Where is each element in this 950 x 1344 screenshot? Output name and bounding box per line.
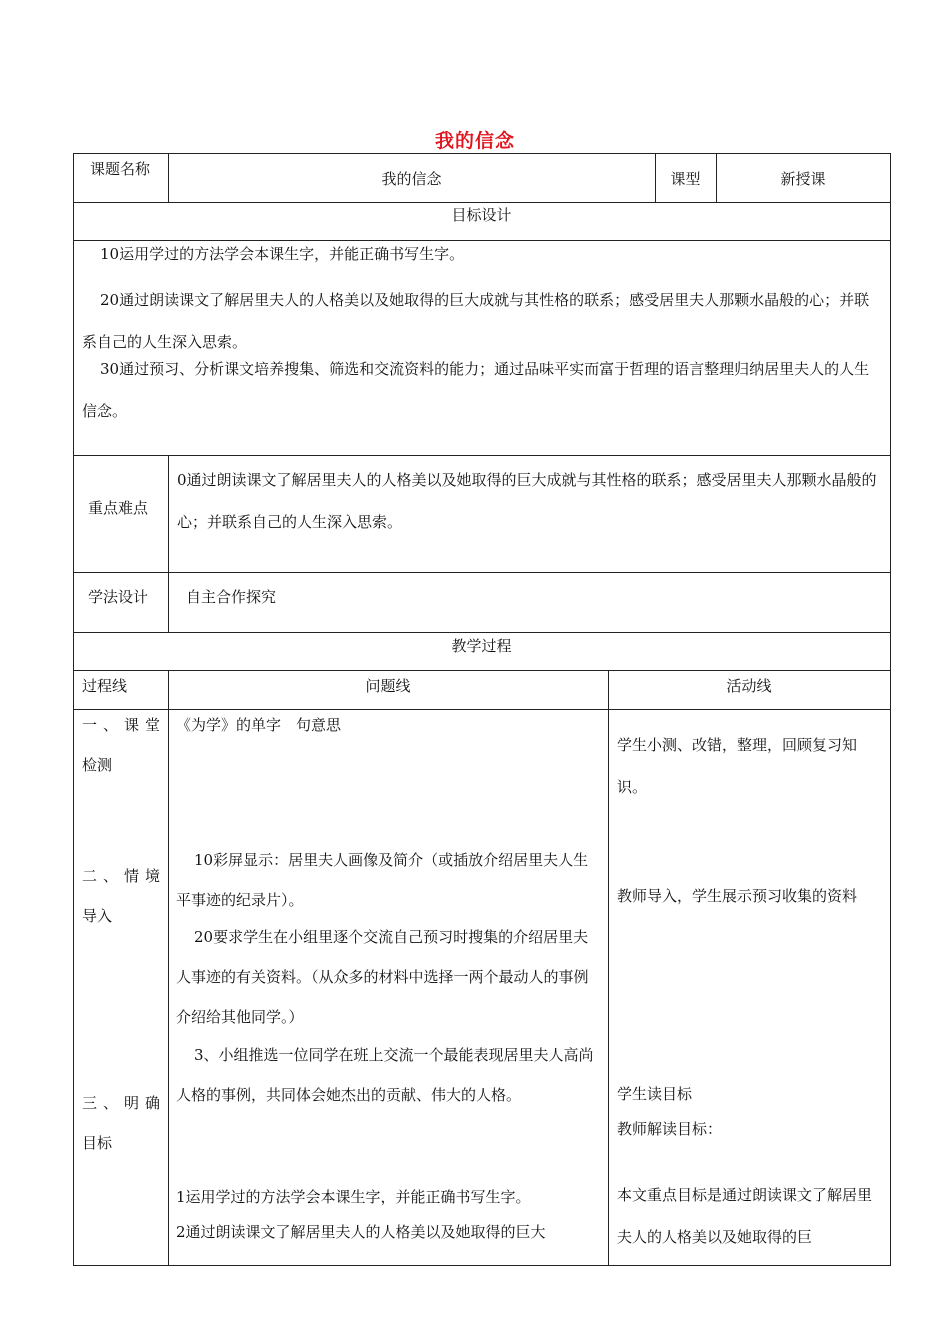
course-type-value: 新授课 [780, 170, 826, 188]
stage-2-line1: 二、情境 [82, 867, 160, 885]
goal-item-2: 20通过朗读课文了解居里夫人的人格美以及她取得的巨大成就与其性格的联系；感受居里夫人那颗水晶般的心；并联系自己的人生深入思索。 [82, 291, 870, 351]
question-6: 2通过朗读课文了解居里夫人的人格美以及她取得的巨大 [176, 1223, 546, 1241]
activity-4: 教师解读目标： [617, 1120, 723, 1138]
question-5: 1运用学过的方法学会本课生字，并能正确书写生字。 [176, 1188, 531, 1206]
course-name-value: 我的信念 [381, 170, 442, 188]
goal-item-1: 10运用学过的方法学会本课生字，并能正确书写生字。 [100, 245, 465, 263]
stage-1-line2: 检测 [82, 756, 113, 774]
method-label: 学法设计 [88, 588, 149, 606]
column-process: 过程线 [82, 677, 128, 695]
question-4: 3、小组推选一位同学在班上交流一个最能表现居里夫人高尚人格的事例，共同体会她杰出的贡献、伟大的人格。 [176, 1046, 594, 1104]
column-question: 问题线 [365, 677, 411, 695]
activity-3: 学生读目标 [617, 1085, 693, 1103]
method-text: 自主合作探究 [186, 588, 277, 606]
column-activity: 活动线 [726, 677, 772, 695]
activity-1: 学生小测、改错，整理，回顾复习知识。 [617, 736, 858, 796]
course-name-label: 课题名称 [90, 160, 151, 178]
stage-1-line1: 一、课堂 [82, 716, 160, 734]
stage-3-line2: 目标 [82, 1134, 113, 1152]
stage-2-line2: 导入 [82, 907, 113, 925]
goals-heading: 目标设计 [451, 206, 512, 224]
question-1: 《为学》的单字 句意思 [176, 716, 342, 734]
question-3: 20要求学生在小组里逐个交流自己预习时搜集的介绍居里夫人事迹的有关资料。（从众多的材料中选择一两个最动人的事例介绍给其他同学。） [176, 928, 589, 1026]
process-heading: 教学过程 [451, 637, 512, 655]
key-points-label: 重点难点 [88, 499, 149, 517]
course-type-label: 课型 [670, 170, 701, 188]
question-2: 10彩屏显示：居里夫人画像及简介（或插放介绍居里夫人生平事迹的纪录片）。 [176, 851, 589, 909]
key-points-text: 0通过朗读课文了解居里夫人的人格美以及她取得的巨大成就与其性格的联系；感受居里夫人那颗水晶般的心；并联系自己的人生深入思索。 [177, 471, 877, 531]
document-title: 我的信念 [434, 130, 515, 152]
activity-5: 本文重点目标是通过朗读课文了解居里夫人的人格美以及她取得的巨 [617, 1186, 873, 1246]
stage-3-line1: 三、明确 [82, 1094, 160, 1112]
goal-item-3: 30通过预习、分析课文培养搜集、筛选和交流资料的能力；通过品味平实而富于哲理的语言整理归纳居里夫人的人生信念。 [82, 360, 870, 420]
activity-2: 教师导入，学生展示预习收集的资料 [617, 887, 858, 905]
